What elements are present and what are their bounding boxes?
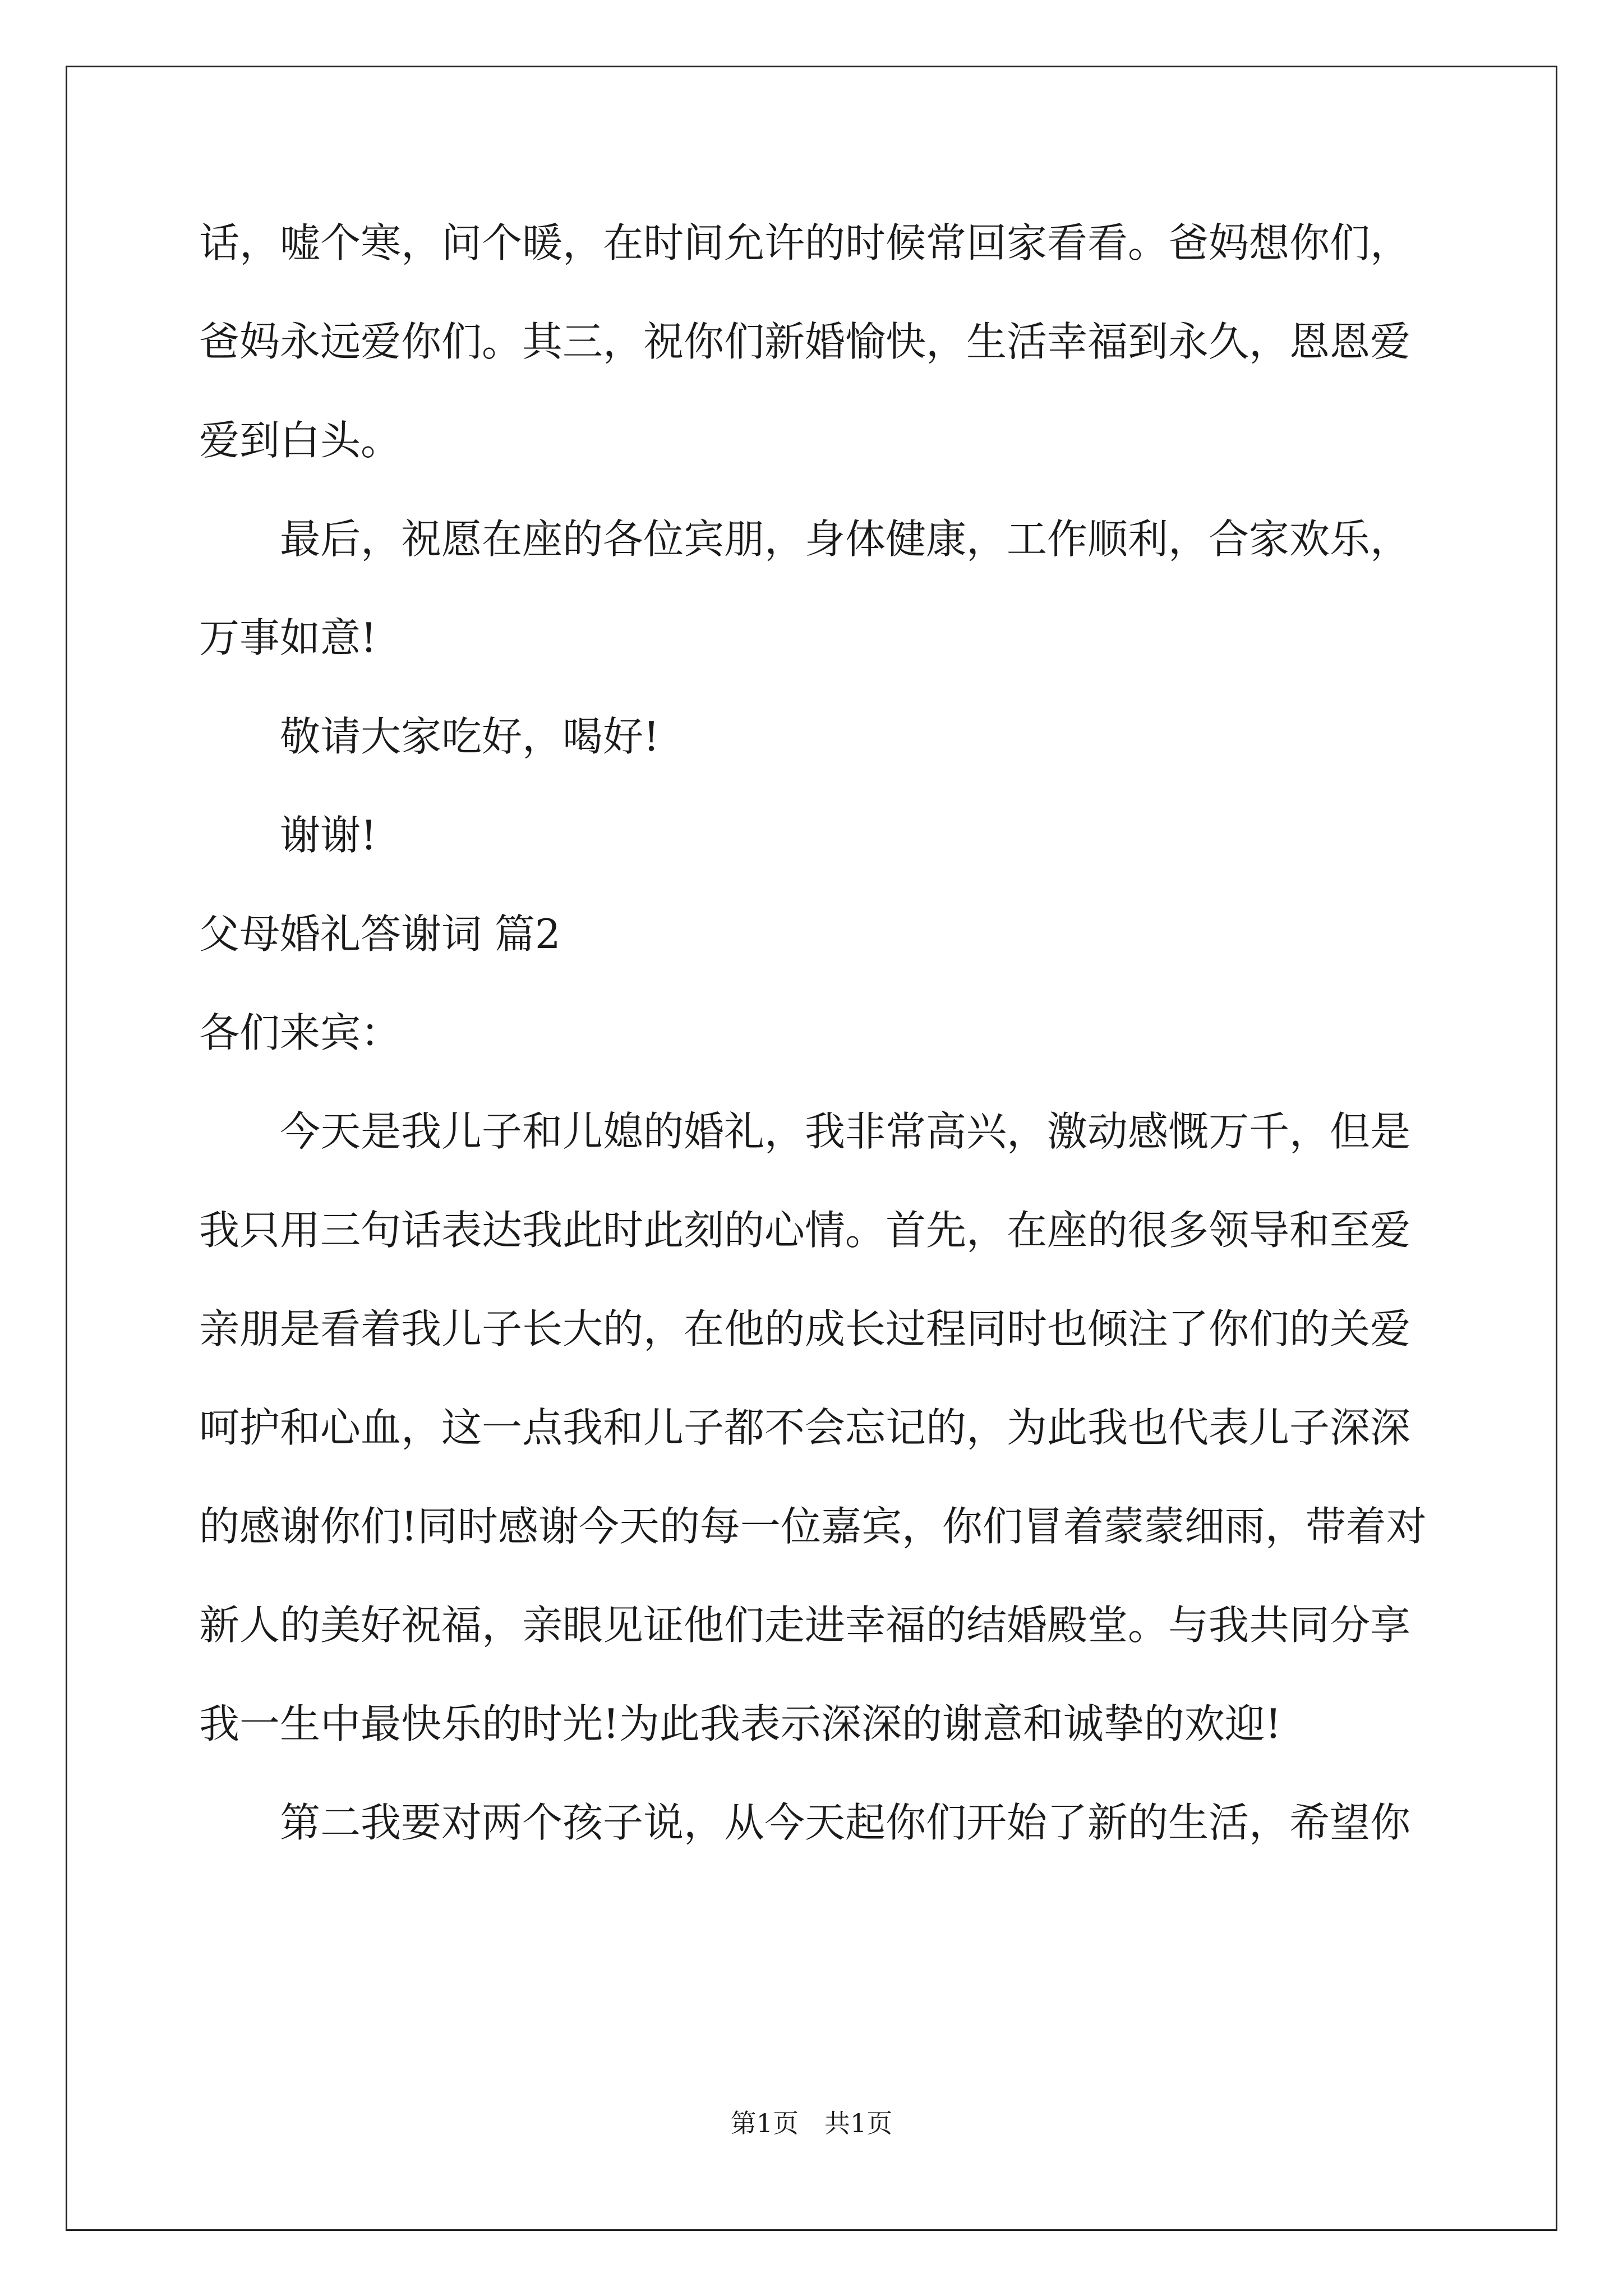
paragraph-3: 敬请大家吃好，喝好! [280,713,660,760]
page-number-footer: 第1页 共1页 [730,2108,893,2138]
paragraph-2: 最后，祝愿在座的各位宾朋，身体健康，工作顺利，合家欢乐，万事如意! [199,516,1411,661]
paragraph-1: 话，嘘个寒，问个暖，在时间允许的时候常回家看看。爸妈想你们，爸妈永远爱你们。其三，祝你们新婚愉快，生活幸福到永久，恩恩爱爱到白头。 [199,219,1411,464]
document-body [199,194,1433,1872]
paragraph-4: 谢谢! [280,812,377,859]
paragraph-6: 第二我要对两个孩子说，从今天起你们开始了新的生活，希望你 [280,1799,1411,1846]
section-heading: 父母婚礼答谢词 篇2 [199,910,561,958]
salutation: 各们来宾： [199,1009,402,1056]
paragraph-5: 今天是我儿子和儿媳的婚礼，我非常高兴，激动感慨万千，但是我只用三句话表达我此时此刻的心情。首先，在座的很多领导和至爱亲朋是看着我儿子长大的，在他的成长过程同时也倾注了你们的关爱呵护和心血，这一点我和儿子都不会忘记的，为此我也代表儿子深深的感谢你们!同时感谢今天的每一位嘉宾，你们冒着蒙蒙细雨，带着对新人的美好祝福，亲眼见证他们走进幸福的结婚殿堂。与我共同分享我一生中最快乐的时光!为此我表示深深的谢意和诚挚的欢迎! [199,1108,1427,1747]
